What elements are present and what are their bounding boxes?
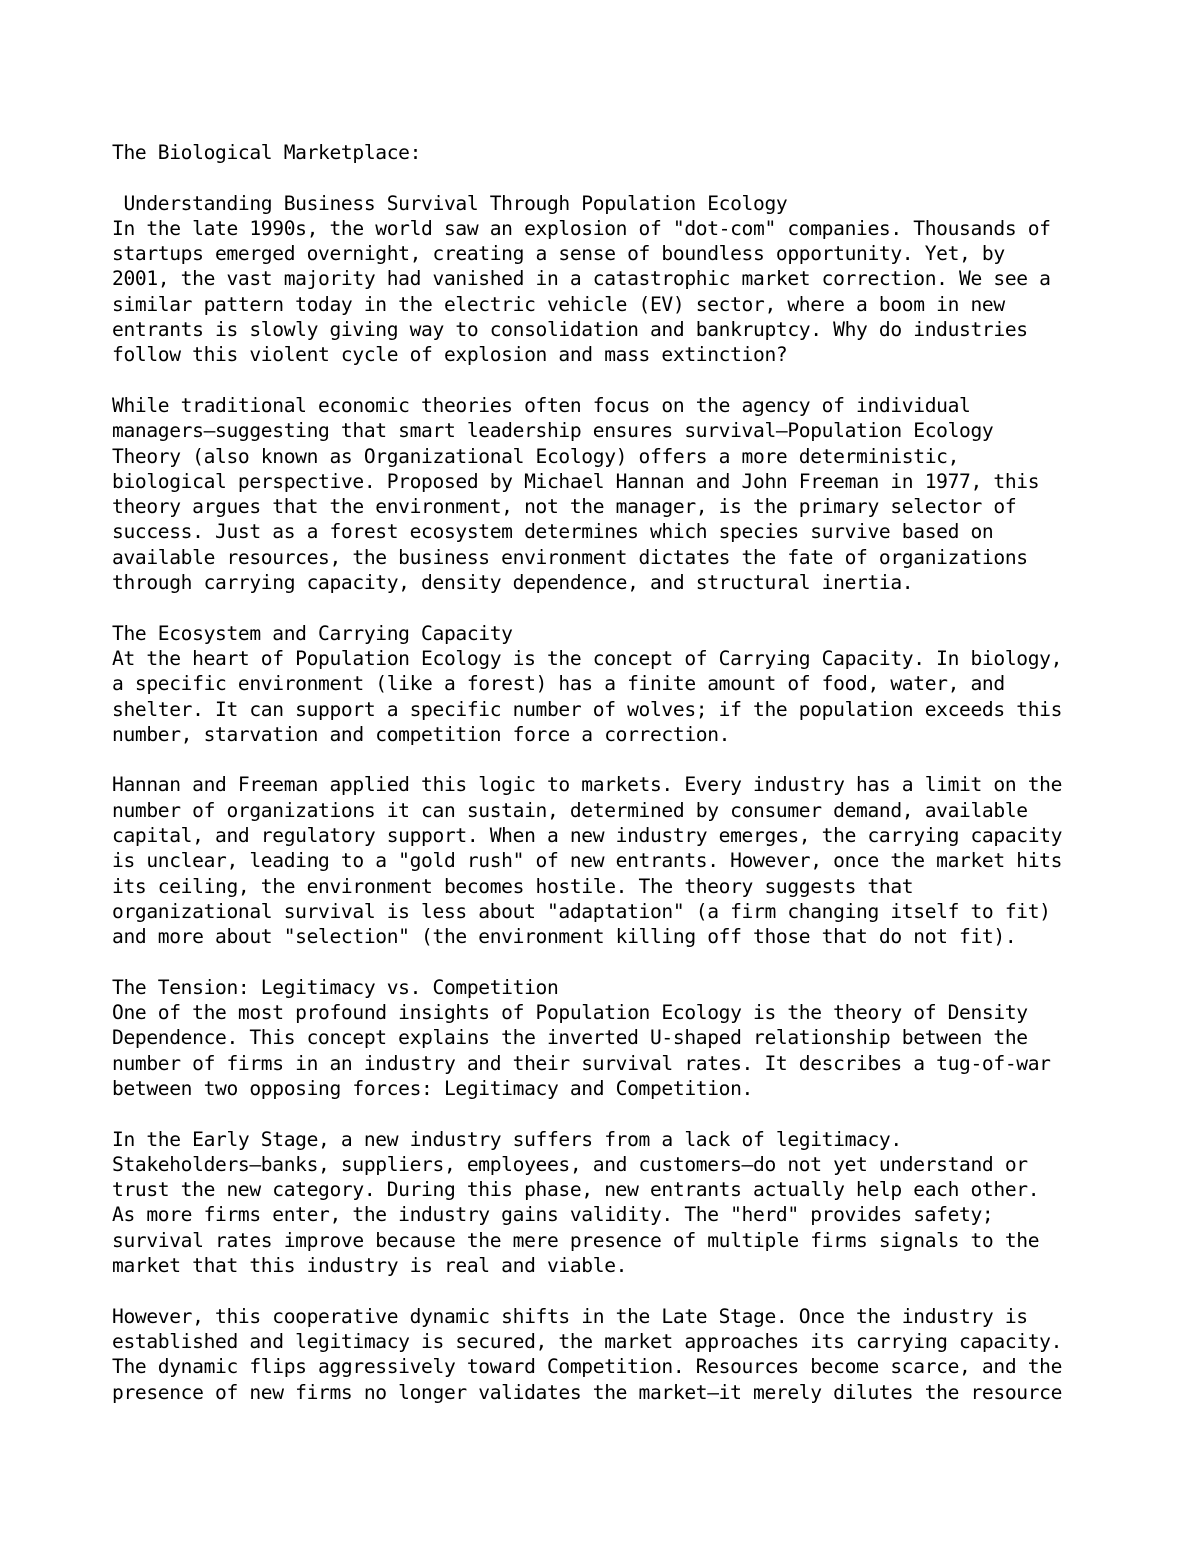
text-line: and more about "selection" (the environment killing off those that do not fit). (112, 925, 1017, 949)
text-line: Stakeholders—banks, suppliers, employees, and customers—do not yet understand or (112, 1152, 1028, 1176)
blank-line (112, 165, 1112, 190)
text-line: The dynamic flips aggressively toward Competition. Resources become scarce, and the (112, 1355, 1063, 1379)
text-line: market that this industry is real and viable. (112, 1254, 628, 1278)
text-line: In the Early Stage, a new industry suffers from a lack of legitimacy. (112, 1127, 902, 1151)
section-heading-carrying-capacity: The Ecosystem and Carrying Capacity (112, 621, 513, 645)
document-title: The Biological Marketplace: (112, 141, 422, 164)
blank-line (112, 368, 1112, 393)
text-line: However, this cooperative dynamic shifts in the Late Stage. Once the industry is (112, 1304, 1028, 1328)
text-line: In the late 1990s, the world saw an explosion of "dot-com" companies. Thousands of (112, 216, 1051, 240)
late-stage-paragraph (112, 1304, 1112, 1405)
text-line: biological perspective. Proposed by Michael Hannan and John Freeman in 1977, this (112, 469, 1040, 493)
early-stage-paragraph (112, 1127, 1112, 1279)
text-line: survival rates improve because the mere presence of multiple firms signals to the (112, 1228, 1040, 1252)
text-line: number, starvation and competition force a correction. (112, 722, 731, 746)
text-line: Dependence. This concept explains the inverted U-shaped relationship between the (112, 1026, 1028, 1050)
text-line: number of firms in an industry and their survival rates. It describes a tug-of-war (112, 1051, 1051, 1075)
blank-line (112, 595, 1112, 620)
text-line: established and legitimacy is secured, the market approaches its carrying capacity. (112, 1329, 1063, 1353)
blank-line (112, 747, 1112, 772)
text-line: is unclear, leading to a "gold rush" of new entrants. However, once the market hits (112, 849, 1063, 873)
text-line: managers—suggesting that smart leadership ensures survival—Population Ecology (112, 419, 994, 443)
intro-paragraph (112, 216, 1112, 368)
text-line: similar pattern today in the electric vehicle (EV) sector, where a boom in new (112, 292, 1005, 316)
text-line: theory argues that the environment, not the manager, is the primary selector of (112, 495, 1017, 519)
text-line: available resources, the business environment dictates the fate of organizations (112, 545, 1028, 569)
carrying-capacity-paragraph (112, 646, 1112, 747)
document-subtitle: Understanding Business Survival Through Population Ecology (112, 191, 788, 215)
text-line: At the heart of Population Ecology is the concept of Carrying Capacity. In biology, (112, 646, 1063, 670)
text-line: trust the new category. During this phase, new entrants actually help each other. (112, 1178, 1040, 1202)
blank-line (112, 1278, 1112, 1303)
text-line: entrants is slowly giving way to consolidation and bankruptcy. Why do industries (112, 318, 1028, 342)
text-line: As more firms enter, the industry gains validity. The "herd" provides safety; (112, 1203, 994, 1227)
text-line: shelter. It can support a specific number of wolves; if the population exceeds this (112, 697, 1063, 721)
text-line: organizational survival is less about "adaptation" (a firm changing itself to fit) (112, 899, 1051, 923)
text-line: Hannan and Freeman applied this logic to markets. Every industry has a limit on the (112, 773, 1063, 797)
text-line: Theory (also known as Organizational Ecology) offers a more deterministic, (112, 444, 960, 468)
text-line: 2001, the vast majority had vanished in a catastrophic market correction. We see a (112, 267, 1051, 291)
text-line: presence of new firms no longer validates the market—it merely dilutes the resource (112, 1380, 1063, 1404)
text-line: While traditional economic theories often focus on the agency of individual (112, 393, 971, 417)
text-line: follow this violent cycle of explosion and mass extinction? (112, 343, 788, 367)
text-line: capital, and regulatory support. When a new industry emerges, the carrying capacity (112, 824, 1063, 848)
text-line: its ceiling, the environment becomes hostile. The theory suggests that (112, 874, 914, 898)
text-line: between two opposing forces: Legitimacy and Competition. (112, 1076, 754, 1100)
text-line: startups emerged overnight, creating a sense of boundless opportunity. Yet, by (112, 242, 1005, 266)
blank-line (112, 950, 1112, 975)
text-line: through carrying capacity, density dependence, and structural inertia. (112, 571, 914, 595)
hannan-freeman-paragraph (112, 772, 1112, 949)
text-line: a specific environment (like a forest) has a finite amount of food, water, and (112, 672, 1005, 696)
section-heading-legitimacy-competition: The Tension: Legitimacy vs. Competition (112, 975, 559, 999)
text-line: number of organizations it can sustain, determined by consumer demand, available (112, 798, 1028, 822)
blank-line (112, 1101, 1112, 1126)
text-line: success. Just as a forest ecosystem determines which species survive based on (112, 520, 994, 544)
density-dependence-paragraph (112, 1000, 1112, 1101)
theory-paragraph (112, 393, 1112, 595)
document-page (112, 140, 1112, 1405)
text-line: One of the most profound insights of Population Ecology is the theory of Density (112, 1001, 1028, 1025)
